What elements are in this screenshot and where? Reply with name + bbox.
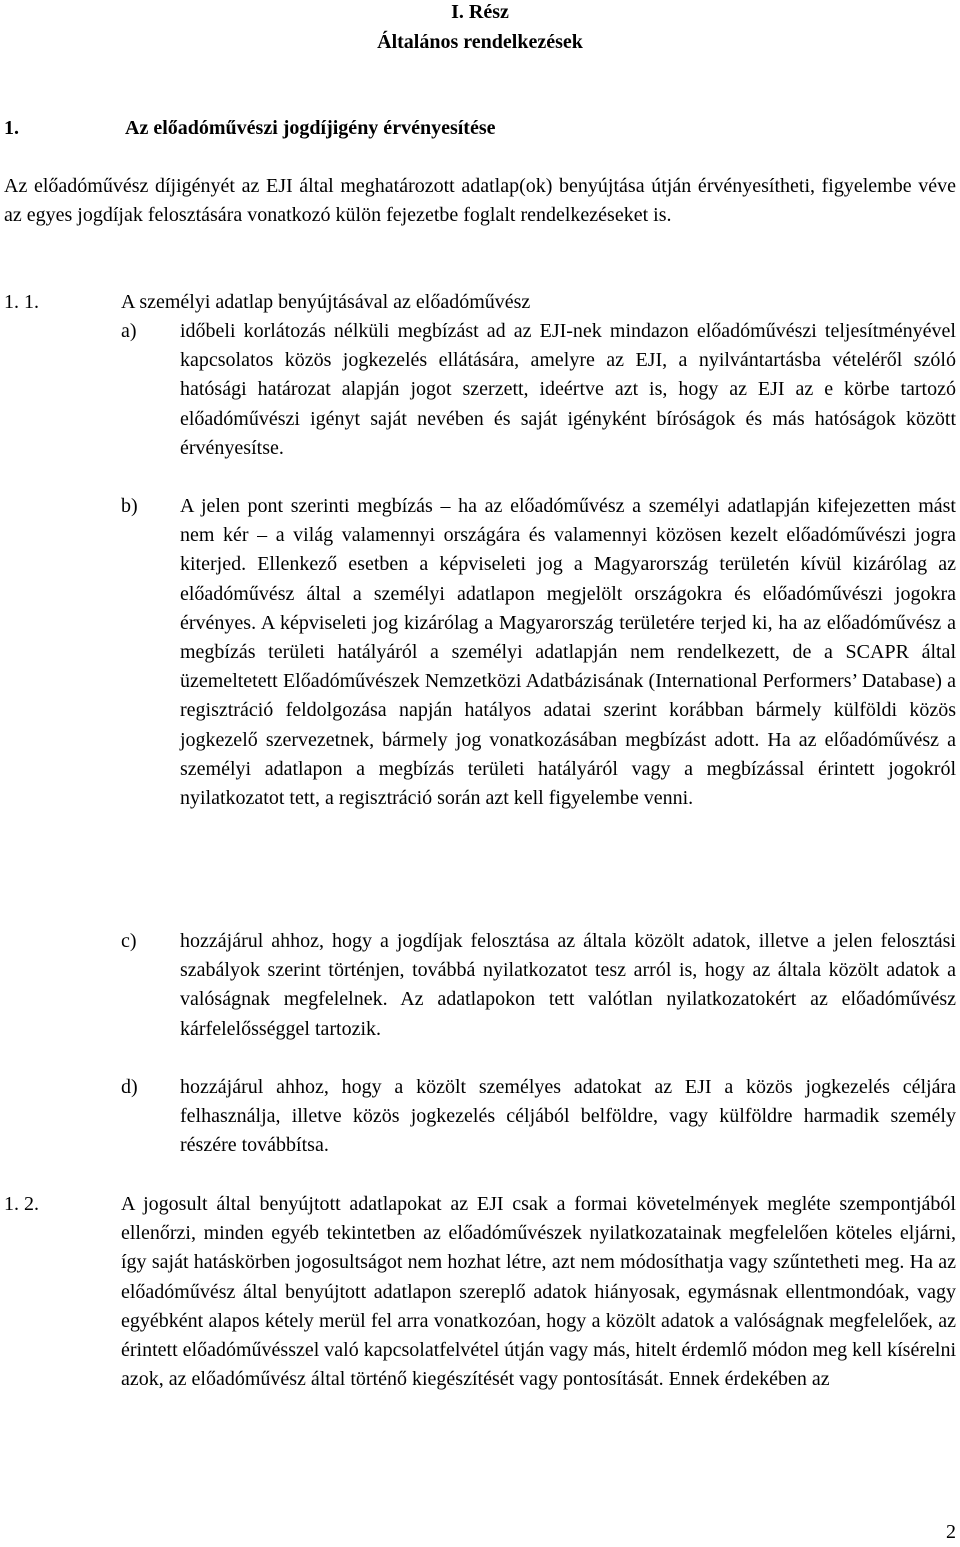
subsection-number: 1. 2. [4, 1193, 39, 1215]
subsection-text: A jogosult által benyújtott adatlapokat az EJI csak a formai követelmények megléte szempontjából ellenőrzi, minden egyéb tekintetben az előadóművészek nyilatkozatainak megfelelően köteles eljárni, így saját hatáskörben jogosultságot nem hozhat létre, azt nem módosíthatja vagy szűntetheti meg. Ha az előadóművész által benyújtott adatlapon szereplő adatok hiányosak, egymásnak ellentmondóak, vagy egyébként alapos kétely merül fel arra vonatkozóan, hogy a közölt adatok a valóságnak megfelelőek, az érintett előadóművésszel való kapcsolatfelvétel útján vagy más, hitelt érdemlő módon meg kell kísérelni azok, az előadóművész által történő kiegészítését vagy pontosítását. Ennek érdekében az [121, 1193, 956, 1391]
part-title: I. Rész [451, 1, 509, 23]
page-header [0, 0, 960, 57]
list-item-letter: b) [121, 495, 138, 517]
list-item-text: hozzájárul ahhoz, hogy a jogdíjak felosztása az általa közölt adatok, illetve a jelen felosztási szabályok szerint történjen, továbbá nyilatkozatot tesz arról is, hogy az általa közölt adatok a valóságnak megfelelnek. Az adatlapokon tett valótlan nyilatkozatokért az előadóművész kárfelelősséggel tartozik. [180, 930, 956, 1040]
list-item-text: A jelen pont szerinti megbízás – ha az előadóművész a személyi adatlapján kifejezetten mást nem kér – a világ valamennyi országára és valamennyi közösen kezelt előadóművészi jogra kiterjed. Ellenkező esetben a képviseleti jog a Magyarország területén kívül kizárólag az előadóművész által a személyi adatlapon megjelölt országokra és előadóművészi jogokra érvényes. A képviseleti jog kizárólag a Magyarország területére terjed ki, ha az előadóművész a megbízás területi hatályáról a személyi adatlapján nem rendelkezett, de a SCAPR által üzemeltetett Előadóművészek Nemzetközi Adatbázisának (International Performers’ Database) a regisztráció feldolgozása napján hatályos adatai szerint korábban bármely külföldi közös jogkezelő szervezetnek, bármely jog vonatkozásában megbízást adott. Ha az előadóművész a személyi adatlapon a megbízás területi hatályáról vagy a megbízással érintett jogokról nyilatkozatot tett, a regisztráció során azt kell figyelembe venni. [180, 495, 956, 810]
section-intro-paragraph: Az előadóművész díjigényét az EJI által meghatározott adatlap(ok) benyújtása útján érvényesítheti, figyelembe véve az egyes jogdíjak felosztására vonatkozó külön fejezetbe foglalt rendelkezéseket is. [4, 175, 956, 227]
subsection-lead-text: A személyi adatlap benyújtásával az előadóművész [121, 291, 531, 313]
section-title: Az előadóművészi jogdíjigény érvényesítése [125, 117, 496, 139]
list-item-letter: c) [121, 930, 137, 952]
section-heading [0, 114, 495, 143]
list-item-letter: d) [121, 1076, 138, 1098]
list-item-letter: a) [121, 320, 137, 342]
page-title: Általános rendelkezések [377, 30, 583, 53]
section-number: 1. [4, 117, 19, 139]
page-number: 2 [946, 1521, 956, 1543]
list-item-text: hozzájárul ahhoz, hogy a közölt személyes adatokat az EJI a közös jogkezelés céljára felhasználja, illetve közös jogkezelés céljából belföldre, vagy külföldre harmadik személy részére továbbítsa. [180, 1076, 956, 1157]
subsection-number: 1. 1. [4, 291, 39, 313]
list-item-text: időbeli korlátozás nélküli megbízást ad az EJI-nek mindazon előadóművészi teljesítményével kapcsolatos közös jogkezelés ellátására, amelyre az EJI, a nyilvántartásba vételéről szóló hatósági határozat alapján jogot szerzett, ideértve azt is, hogy az EJI az e körbe tartozó előadóművészi igényt saját nevében és saját igényként bíróságok és más hatóságok között érvényesítse. [180, 320, 956, 459]
